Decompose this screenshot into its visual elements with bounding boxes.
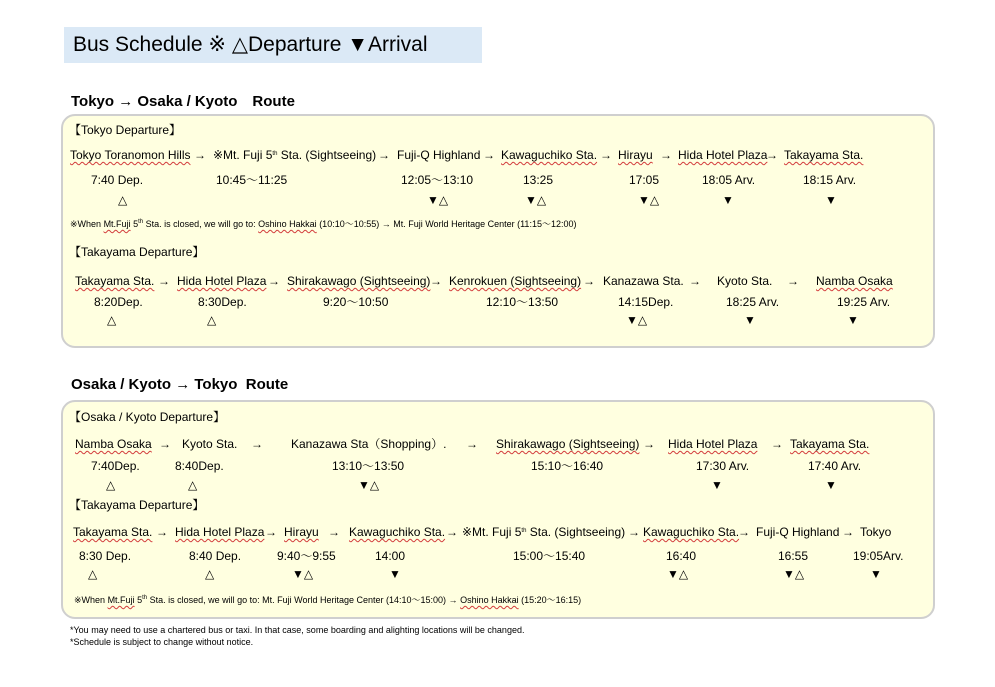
arrow: → bbox=[194, 148, 206, 162]
time: 8:40 Dep. bbox=[189, 549, 242, 563]
departure-mark: △ bbox=[107, 313, 117, 327]
time: 17:40 Arv. bbox=[808, 459, 862, 473]
route2-leg1-heading: 【Osaka / Kyoto Departure】 bbox=[69, 410, 226, 424]
route2-leg2-heading: 【Takayama Departure】 bbox=[69, 498, 205, 512]
time: 7:40Dep. bbox=[91, 459, 140, 473]
stop-kanazawa-shopping: Kanazawa Sta（Shopping）. bbox=[291, 437, 447, 451]
arrow: → bbox=[771, 437, 783, 451]
arrow: → bbox=[600, 148, 612, 162]
time: 14:00 bbox=[375, 549, 406, 563]
time: 9:20～10:50 bbox=[323, 295, 389, 309]
stop-hida-hotel-plaza: Hida Hotel Plaza bbox=[678, 148, 768, 162]
time: 8:40Dep. bbox=[175, 459, 224, 473]
stop-kyoto: Kyoto Sta. bbox=[182, 437, 238, 451]
arrow: → bbox=[251, 437, 263, 451]
arrival-departure-mark: ▼△ bbox=[638, 193, 660, 207]
arrival-departure-mark: ▼△ bbox=[358, 478, 380, 492]
stop-kyoto: Kyoto Sta. bbox=[717, 274, 773, 288]
time: 10:45～11:25 bbox=[216, 173, 288, 187]
stop-kenrokuen: Kenrokuen (Sightseeing) bbox=[449, 274, 582, 288]
stop-mt-fuji-5th: ※Mt. Fuji 5th Sta. (Sightseeing) bbox=[213, 148, 377, 162]
arrival-mark: ▼ bbox=[870, 567, 882, 581]
arrow: → bbox=[583, 274, 595, 288]
arrival-mark: ▼ bbox=[847, 313, 859, 327]
time: 8:20Dep. bbox=[94, 295, 143, 309]
stop-hirayu: Hirayu bbox=[284, 525, 319, 539]
time: 12:10～13:50 bbox=[486, 295, 559, 309]
arrival-mark: ▼ bbox=[711, 478, 723, 492]
stop-fuji-q-highland: Fuji-Q Highland bbox=[756, 525, 840, 539]
stop-kawaguchiko: Kawaguchiko Sta. bbox=[643, 525, 740, 539]
arrival-departure-mark: ▼△ bbox=[626, 313, 648, 327]
time: 18:15 Arv. bbox=[803, 173, 857, 187]
time: 8:30 Dep. bbox=[79, 549, 132, 563]
arrow: → bbox=[328, 525, 340, 539]
arrow: → bbox=[265, 525, 277, 539]
stop-mt-fuji-5th: ※Mt. Fuji 5th Sta. (Sightseeing) bbox=[462, 525, 626, 539]
departure-mark: △ bbox=[205, 567, 215, 581]
arrival-departure-mark: ▼△ bbox=[427, 193, 449, 207]
stop-takayama: Takayama Sta. bbox=[784, 148, 864, 162]
time: 9:40～9:55 bbox=[277, 549, 336, 563]
arrival-departure-mark: ▼△ bbox=[783, 567, 805, 581]
time: 19:05Arv. bbox=[853, 549, 904, 563]
arrival-departure-mark: ▼△ bbox=[292, 567, 314, 581]
arrival-mark: ▼ bbox=[389, 567, 401, 581]
time: 16:55 bbox=[778, 549, 809, 563]
arrow: → bbox=[628, 525, 640, 539]
departure-mark: △ bbox=[88, 567, 98, 581]
route1-leg1-heading: 【Tokyo Departure】 bbox=[69, 123, 182, 137]
stop-takayama: Takayama Sta. bbox=[73, 525, 153, 539]
time: 17:30 Arv. bbox=[696, 459, 750, 473]
stop-kanazawa: Kanazawa Sta. bbox=[603, 274, 684, 288]
closure-note: ※When Mt.Fuji 5th Sta. is closed, we will go to: Mt. Fuji World Heritage Center (14:10～15:00) → Oshino Hakkai (15:20～16:15) bbox=[74, 595, 582, 605]
route1-title: Tokyo → Osaka / Kyoto Route bbox=[71, 93, 295, 110]
arrival-mark: ▼ bbox=[744, 313, 756, 327]
arrow: → bbox=[842, 525, 854, 539]
footnote: *Schedule is subject to change without notice. bbox=[70, 637, 254, 647]
time: 17:05 bbox=[629, 173, 660, 187]
time: 18:05 Arv. bbox=[702, 173, 756, 187]
arrow: → bbox=[156, 525, 168, 539]
time: 8:30Dep. bbox=[198, 295, 247, 309]
stop-hida-hotel-plaza: Hida Hotel Plaza bbox=[175, 525, 265, 539]
stop-shirakawago: Shirakawago (Sightseeing) bbox=[287, 274, 431, 288]
time: 14:15Dep. bbox=[618, 295, 674, 309]
arrival-mark: ▼ bbox=[825, 478, 837, 492]
arrow: → bbox=[466, 437, 478, 451]
time: 19:25 Arv. bbox=[837, 295, 891, 309]
closure-note: ※When Mt.Fuji 5th Sta. is closed, we will go to: Oshino Hakkai (10:10～10:55) → Mt. Fuji World Heritage Center (11:15～12:00) bbox=[70, 219, 577, 229]
stop-shirakawago: Shirakawago (Sightseeing) bbox=[496, 437, 640, 451]
route1-leg2-heading: 【Takayama Departure】 bbox=[69, 245, 205, 259]
arrow: → bbox=[660, 148, 672, 162]
arrow: → bbox=[159, 437, 171, 451]
stop-hida-hotel-plaza: Hida Hotel Plaza bbox=[177, 274, 267, 288]
stop-namba-osaka: Namba Osaka bbox=[75, 437, 152, 451]
stop-tokyo-toranomon: Tokyo Toranomon Hills bbox=[70, 148, 191, 162]
departure-mark: △ bbox=[106, 478, 116, 492]
stop-hida-hotel-plaza: Hida Hotel Plaza bbox=[668, 437, 758, 451]
stop-kawaguchiko: Kawaguchiko Sta. bbox=[349, 525, 446, 539]
arrival-departure-mark: ▼△ bbox=[525, 193, 547, 207]
time: 13:10～13:50 bbox=[332, 459, 405, 473]
stop-takayama: Takayama Sta. bbox=[75, 274, 155, 288]
stop-namba-osaka: Namba Osaka bbox=[816, 274, 893, 288]
arrow: → bbox=[738, 525, 750, 539]
arrival-departure-mark: ▼△ bbox=[667, 567, 689, 581]
time: 12:05～13:10 bbox=[401, 173, 474, 187]
arrow: → bbox=[483, 148, 495, 162]
arrival-mark: ▼ bbox=[825, 193, 837, 207]
stop-tokyo: Tokyo bbox=[860, 525, 892, 539]
arrow: → bbox=[689, 274, 701, 288]
arrow: → bbox=[643, 437, 655, 451]
arrow: → bbox=[158, 274, 170, 288]
stop-kawaguchiko: Kawaguchiko Sta. bbox=[501, 148, 598, 162]
stop-takayama: Takayama Sta. bbox=[790, 437, 870, 451]
arrival-mark: ▼ bbox=[722, 193, 734, 207]
departure-mark: △ bbox=[207, 313, 217, 327]
footnote: *You may need to use a chartered bus or taxi. In that case, some boarding and alighting locations will be changed. bbox=[70, 625, 525, 635]
arrow: → bbox=[378, 148, 390, 162]
arrow: → bbox=[766, 148, 778, 162]
page-title: Bus Schedule ※ △Departure ▼Arrival bbox=[64, 27, 482, 63]
arrow: → bbox=[446, 525, 458, 539]
route2-title: Osaka / Kyoto → Tokyo Route bbox=[71, 376, 289, 393]
stop-fuji-q-highland: Fuji-Q Highland bbox=[397, 148, 481, 162]
time: 15:00～15:40 bbox=[513, 549, 586, 563]
time: 13:25 bbox=[523, 173, 554, 187]
arrow: → bbox=[787, 274, 799, 288]
arrow: → bbox=[430, 274, 442, 288]
departure-mark: △ bbox=[118, 193, 128, 207]
time: 7:40 Dep. bbox=[91, 173, 144, 187]
stop-hirayu: Hirayu bbox=[618, 148, 653, 162]
time: 16:40 bbox=[666, 549, 697, 563]
arrow: → bbox=[268, 274, 280, 288]
time: 15:10～16:40 bbox=[531, 459, 604, 473]
departure-mark: △ bbox=[188, 478, 198, 492]
time: 18:25 Arv. bbox=[726, 295, 780, 309]
